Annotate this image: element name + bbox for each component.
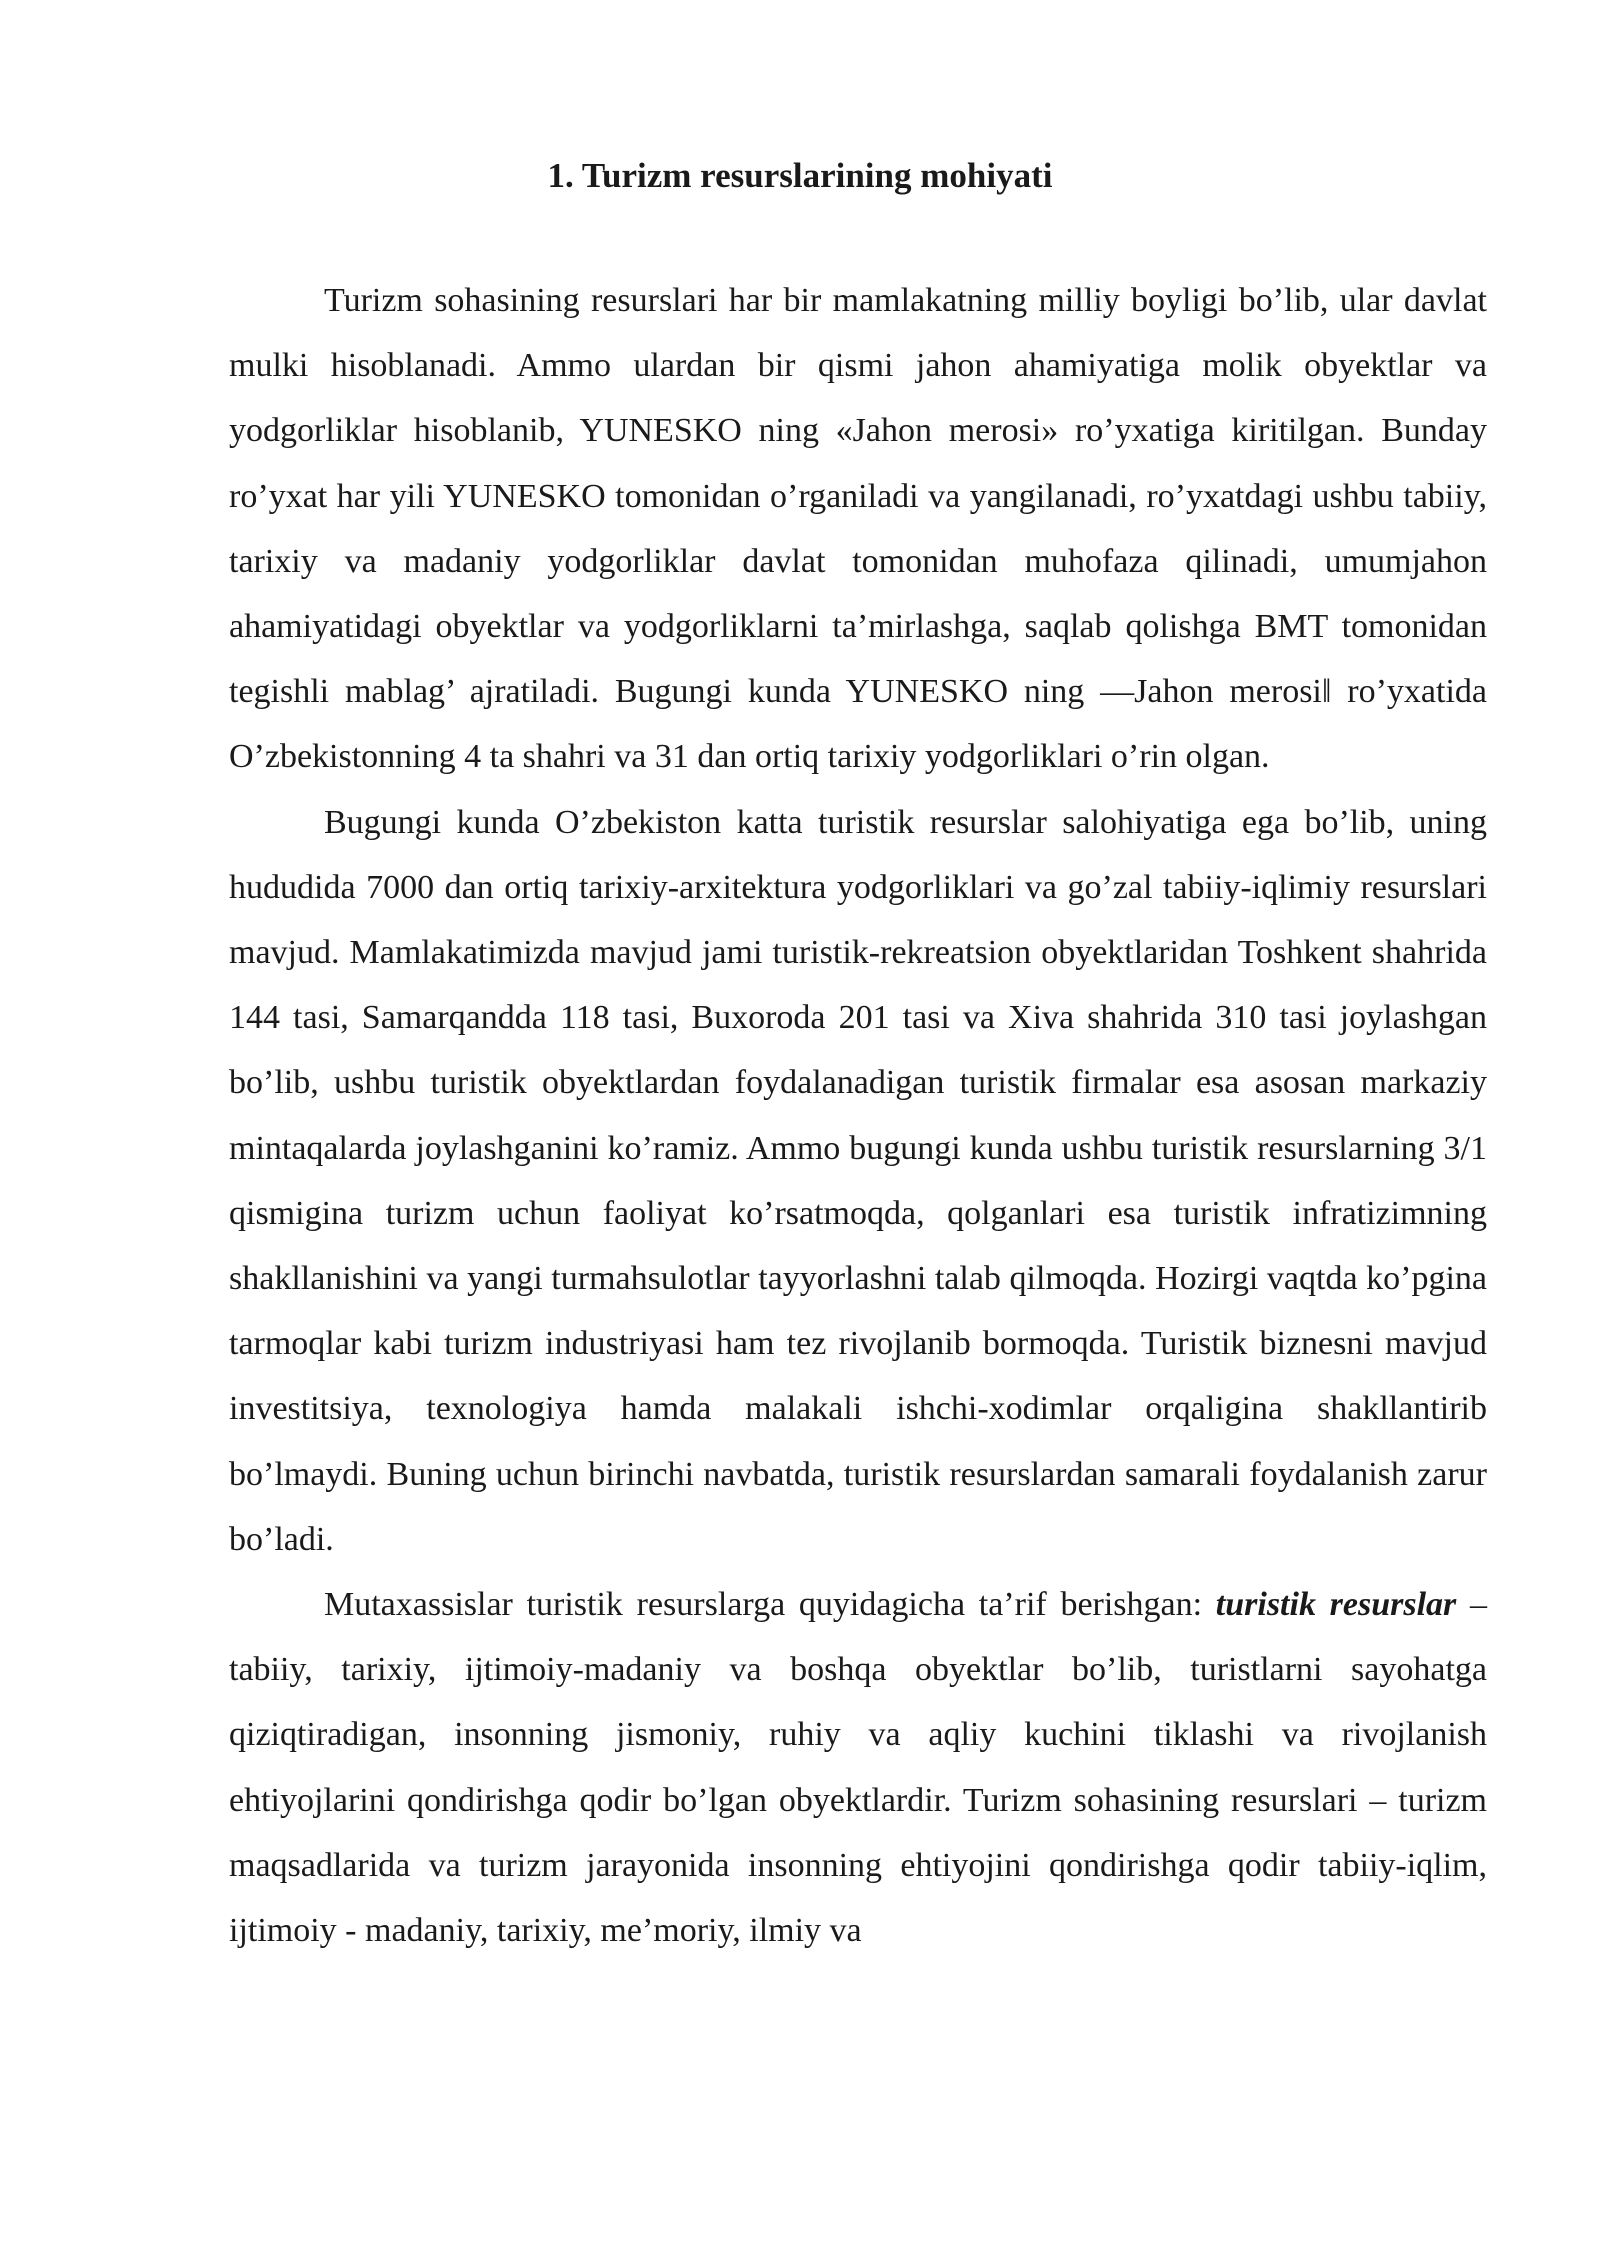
section-heading: 1. Turizm resurslarining mohiyati [547, 156, 1053, 195]
definition-term: turistik resurslar [1215, 1586, 1457, 1624]
paragraph-unesco-heritage: Turizm sohasining resurslari har bir mamlakatning milliy boyligi bo’lib, ular davlat mulki hisoblanadi. Ammo ulardan bir qismi jahon ahamiyatiga molik obyektlar va yodgorliklar hisoblanib, YUNESKO ning «Jahon merosi» ro’yxatiga kiritilgan. Bunday ro’yxat har yili YUNESKO tomonidan o’rganiladi va yangilanadi, ro’yxatdagi ushbu tabiiy, tarixiy va madaniy yodgorliklar davlat tomonidan muhofaza qilinadi, umumjahon ahamiyatidagi obyektlar va yodgorliklarni ta’mirlashga, saqlab qolishga BMT tomonidan tegishli mablag’ ajratiladi. Bugungi kunda YUNESKO ning ―Jahon merosi‖ ro’yxatida O’zbekistonning 4 ta shahri va 31 dan ortiq tarixiy yodgorliklari o’rin olgan. [229, 282, 1487, 776]
paragraph-uzbekistan-resources: Bugungi kunda O’zbekiston katta turistik resurslar salohiyatiga ega bo’lib, uning hududida 7000 dan ortiq tarixiy-arxitektura yodgorliklari va go’zal tabiiy-iqlimiy resurslari mavjud. Mamlakatimizda mavjud jami turistik-rekreatsion obyektlaridan Toshkent shahrida 144 tasi, Samarqandda 118 tasi, Buxoroda 201 tasi va Xiva shahrida 310 tasi joylashgan bo’lib, ushbu turistik obyektlardan foydalanadigan turistik firmalar esa asosan markaziy mintaqalarda joylashganini ko’ramiz. Ammo bugungi kunda ushbu turistik resurslarning 3/1 qismigina turizm uchun faoliyat ko’rsatmoqda, qolganlari esa turistik infratizimning shakllanishini va yangi turmahsulotlar tayyorlashni talab qilmoqda. Hozirgi vaqtda ko’pgina tarmoqlar kabi turizm industriyasi ham tez rivojlanib bormoqda. Turistik biznesni mavjud investitsiya, texnologiya hamda malakali ishchi-xodimlar orqaligina shakllantirib bo’lmaydi. Buning uchun birinchi navbatda, turistik resurslardan samarali foydalanish zarur bo’ladi. [229, 803, 1487, 1558]
definition-rest-text: – tabiiy, tarixiy, ijtimoiy-madaniy va boshqa obyektlar bo’lib, turistlarni sayohatga qiziqtiradigan, insonning jismoniy, ruhiy va aqliy kuchini tiklashi va rivojlanish ehtiyojlarini qondirishga qodir bo’lgan obyektlardir. Turizm sohasining resurslari – turizm maqsadlarida va turizm jarayonida insonning ehtiyojini qondirishga qodir tabiiy-iqlim, ijtimoiy - madaniy, tarixiy, me’moriy, ilmiy va [229, 1586, 1487, 1950]
definition-lead-text: Mutaxassislar turistik resurslarga quyidagicha ta’rif berishgan: [324, 1586, 1216, 1624]
document-body [229, 268, 1487, 1963]
paragraph-definition [229, 1572, 1487, 1963]
